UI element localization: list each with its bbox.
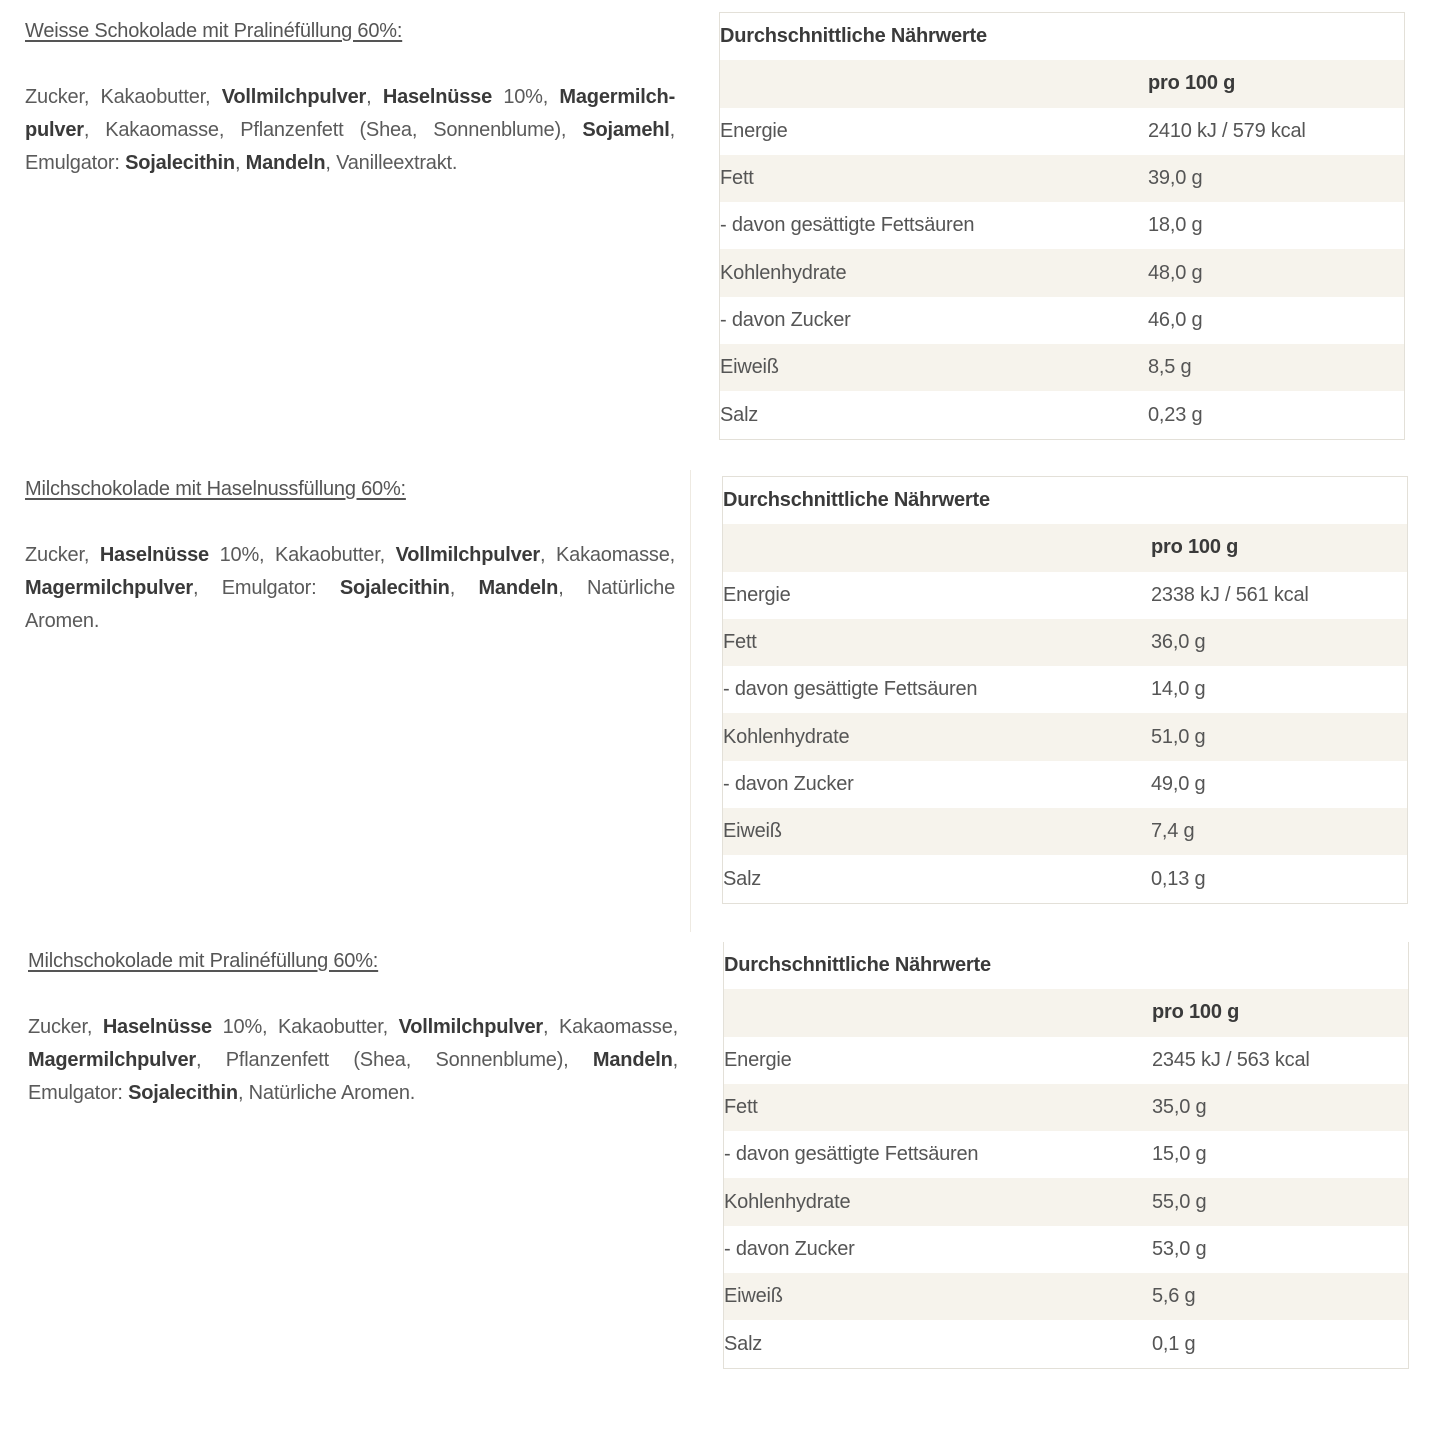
nutrient-label: Fett bbox=[724, 1096, 758, 1119]
ingredient-text: Zucker, bbox=[25, 544, 100, 566]
nutrient-value: 2338 kJ / 561 kcal bbox=[1151, 583, 1309, 606]
nutrient-label: Salz bbox=[724, 1332, 763, 1355]
allergen-ingredient: Haselnüsse bbox=[99, 544, 209, 566]
ingredient-text: , Natürliche Aromen. bbox=[25, 577, 675, 632]
nutrient-label: - davon Zucker bbox=[720, 308, 851, 331]
product-title: Milchschokolade mit Pralinéfüllung 60%: bbox=[28, 950, 379, 972]
ingredient-text: , Emulgator: bbox=[25, 119, 675, 174]
allergen-ingredient: Sojalecithin bbox=[125, 152, 235, 174]
ingredient-text: , Natürliche Aromen. bbox=[237, 1082, 416, 1104]
nutrition-row bbox=[724, 1131, 1408, 1178]
nutrient-label: Fett bbox=[720, 167, 754, 190]
ingredient-text: Zucker, bbox=[28, 1016, 103, 1038]
ingredient-text: 10%, Kakaobutter, bbox=[209, 544, 396, 566]
nutrition-row bbox=[724, 1226, 1408, 1273]
nutrient-label: - davon gesättigte Fettsäuren bbox=[724, 1143, 979, 1166]
nutrient-label: Energie bbox=[724, 1048, 792, 1071]
ingredient-text: , bbox=[366, 86, 383, 108]
allergen-ingredient: Sojalecithin bbox=[339, 577, 450, 599]
ingredient-list bbox=[25, 81, 675, 180]
nutrition-row bbox=[720, 249, 1404, 296]
nutrient-label: - davon gesättigte Fettsäuren bbox=[720, 214, 975, 237]
nutrition-row bbox=[723, 808, 1407, 855]
allergen-ingredient: Mandeln bbox=[478, 577, 559, 599]
nutrient-value: 0,1 g bbox=[1152, 1332, 1196, 1355]
nutrient-label: Kohlenhydrate bbox=[723, 725, 850, 748]
nutrition-row bbox=[720, 297, 1404, 344]
ingredients-column bbox=[28, 930, 678, 1110]
nutrition-table bbox=[719, 12, 1405, 440]
product-title: Weisse Schokolade mit Pralinéfüllung 60%: bbox=[25, 20, 403, 42]
ingredient-text: , bbox=[234, 152, 246, 174]
allergen-ingredient: Magermilch-pulver bbox=[25, 86, 676, 141]
ingredient-text: Zucker, Kakaobutter, bbox=[25, 86, 222, 108]
nutrition-row bbox=[724, 1084, 1408, 1131]
nutrient-value: 0,13 g bbox=[1151, 867, 1206, 890]
per-100g-label: pro 100 g bbox=[1148, 72, 1236, 95]
per-100g-label: pro 100 g bbox=[1151, 536, 1239, 559]
nutrient-value: 48,0 g bbox=[1148, 261, 1203, 284]
ingredient-text: , Kakaomasse, bbox=[540, 544, 675, 566]
allergen-ingredient: Magermilchpulver bbox=[25, 577, 193, 599]
ingredient-text: , Emulgator: bbox=[28, 1049, 678, 1104]
nutrient-label: Kohlenhydrate bbox=[724, 1190, 851, 1213]
nutrient-label: Salz bbox=[723, 867, 762, 890]
ingredient-text: , Pflanzenfett (Shea, Sonnenblume), bbox=[195, 1049, 593, 1071]
nutrition-table bbox=[722, 476, 1408, 904]
allergen-ingredient: Haselnüsse bbox=[102, 1016, 212, 1038]
ingredient-text: 10%, Kakaobutter, bbox=[212, 1016, 399, 1038]
ingredient-text: , Emulgator: bbox=[192, 577, 340, 599]
nutrition-row bbox=[724, 1273, 1408, 1320]
nutrient-value: 51,0 g bbox=[1151, 725, 1206, 748]
nutrient-label: Energie bbox=[720, 119, 788, 142]
nutrition-row bbox=[720, 155, 1404, 202]
allergen-ingredient: Vollmilchpulver bbox=[395, 544, 541, 566]
nutrient-label: Kohlenhydrate bbox=[720, 261, 847, 284]
nutrition-table bbox=[723, 942, 1409, 1369]
nutrient-label: - davon gesättigte Fettsäuren bbox=[723, 678, 978, 701]
nutrient-value: 14,0 g bbox=[1151, 678, 1206, 701]
product-title: Milchschokolade mit Haselnussfüllung 60%: bbox=[25, 478, 406, 500]
nutrition-table-per-row bbox=[724, 989, 1408, 1036]
allergen-ingredient: Sojamehl bbox=[582, 119, 670, 141]
allergen-ingredient: Sojalecithin bbox=[128, 1082, 238, 1104]
nutrition-row bbox=[723, 761, 1407, 808]
nutrition-table-heading: Durchschnittliche Nährwerte bbox=[724, 954, 991, 977]
nutrient-value: 39,0 g bbox=[1148, 167, 1203, 190]
ingredients-column bbox=[25, 0, 675, 180]
nutrient-value: 49,0 g bbox=[1151, 772, 1206, 795]
allergen-ingredient: Mandeln bbox=[592, 1049, 673, 1071]
nutrient-label: Eiweiß bbox=[724, 1285, 783, 1308]
ingredient-text: , Kakaomasse, Pflanzenfett (Shea, Sonnenblume), bbox=[83, 119, 583, 141]
nutrition-row bbox=[720, 344, 1404, 391]
nutrient-value: 15,0 g bbox=[1152, 1143, 1207, 1166]
nutrient-label: Salz bbox=[720, 403, 759, 426]
ingredient-list bbox=[25, 539, 675, 638]
nutrient-label: - davon Zucker bbox=[724, 1237, 855, 1260]
nutrition-table-per-row bbox=[723, 524, 1407, 571]
nutrition-row bbox=[720, 108, 1404, 155]
allergen-ingredient: Magermilchpulver bbox=[28, 1049, 196, 1071]
ingredient-text: , Kakaomasse, bbox=[543, 1016, 678, 1038]
nutrition-row bbox=[724, 1320, 1408, 1367]
allergen-ingredient: Mandeln bbox=[245, 152, 326, 174]
allergen-ingredient: Vollmilchpulver bbox=[221, 86, 367, 108]
nutrient-value: 55,0 g bbox=[1152, 1190, 1207, 1213]
ingredient-text: , Vanilleextrakt. bbox=[325, 152, 458, 174]
nutrient-label: Eiweiß bbox=[720, 356, 779, 379]
nutrition-row bbox=[724, 1037, 1408, 1084]
ingredients-column bbox=[25, 458, 675, 638]
nutrient-label: Fett bbox=[723, 631, 757, 654]
ingredient-text: , bbox=[449, 577, 479, 599]
nutrient-value: 2410 kJ / 579 kcal bbox=[1148, 119, 1306, 142]
nutrient-value: 2345 kJ / 563 kcal bbox=[1152, 1048, 1310, 1071]
nutrient-value: 53,0 g bbox=[1152, 1237, 1207, 1260]
nutrition-table-heading: Durchschnittliche Nährwerte bbox=[720, 25, 987, 48]
nutrient-value: 46,0 g bbox=[1148, 308, 1203, 331]
nutrition-row bbox=[723, 666, 1407, 713]
column-divider bbox=[690, 470, 691, 932]
nutrition-table-heading-row bbox=[724, 942, 1408, 989]
nutrient-value: 35,0 g bbox=[1152, 1096, 1207, 1119]
nutrition-table-heading: Durchschnittliche Nährwerte bbox=[723, 489, 990, 512]
nutrition-row bbox=[724, 1178, 1408, 1225]
nutrition-table-heading-row bbox=[723, 477, 1407, 524]
ingredient-text: 10%, bbox=[492, 86, 560, 108]
nutrition-row bbox=[720, 202, 1404, 249]
nutrient-value: 0,23 g bbox=[1148, 403, 1203, 426]
nutrient-value: 5,6 g bbox=[1152, 1285, 1196, 1308]
nutrition-table-per-row bbox=[720, 60, 1404, 107]
nutrient-label: Energie bbox=[723, 583, 791, 606]
nutrition-row bbox=[723, 572, 1407, 619]
nutrient-value: 36,0 g bbox=[1151, 631, 1206, 654]
nutrition-row bbox=[723, 855, 1407, 902]
ingredient-list bbox=[28, 1011, 678, 1110]
nutrition-row bbox=[723, 619, 1407, 666]
allergen-ingredient: Vollmilchpulver bbox=[398, 1016, 544, 1038]
nutrition-row bbox=[723, 713, 1407, 760]
nutrition-table-heading-row bbox=[720, 13, 1404, 60]
nutrient-label: Eiweiß bbox=[723, 820, 782, 843]
nutrient-label: - davon Zucker bbox=[723, 772, 854, 795]
nutrient-value: 8,5 g bbox=[1148, 356, 1192, 379]
per-100g-label: pro 100 g bbox=[1152, 1001, 1240, 1024]
nutrient-value: 7,4 g bbox=[1151, 820, 1195, 843]
nutrition-row bbox=[720, 391, 1404, 438]
nutrient-value: 18,0 g bbox=[1148, 214, 1203, 237]
allergen-ingredient: Haselnüsse bbox=[382, 86, 493, 108]
